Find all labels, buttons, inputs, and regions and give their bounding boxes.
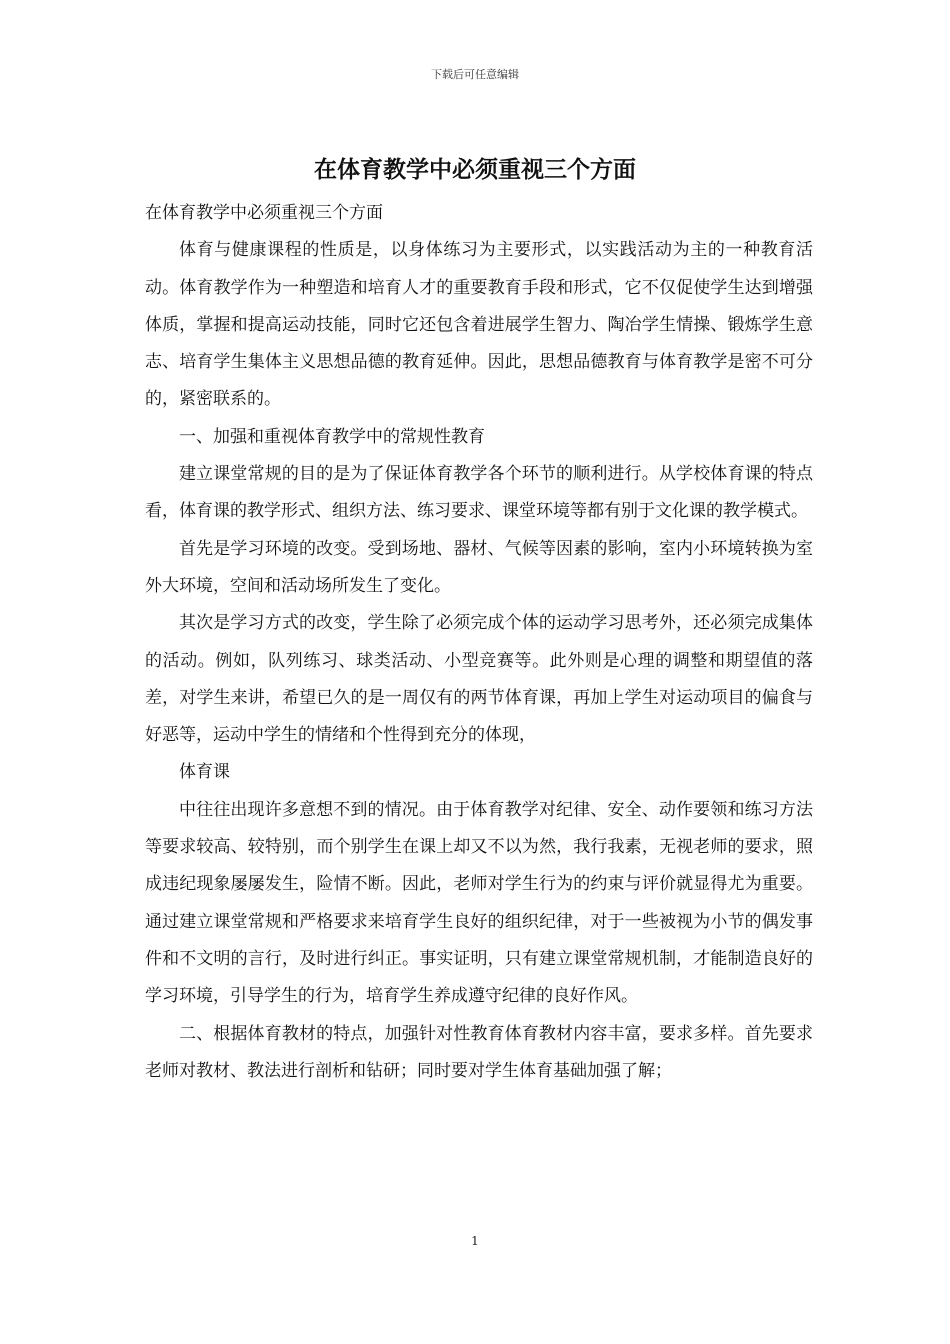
section-heading-1: 一、加强和重视体育教学中的常规性教育 bbox=[179, 426, 485, 447]
paragraph-3: 首先是学习环境的改变。受到场地、器材、气候等因素的影响，室内小环境转换为室外大环境，空间和活动场所发生了变化。 bbox=[145, 538, 813, 596]
page-number: 1 bbox=[471, 1234, 479, 1248]
document-title: 在体育教学中必须重视三个方面 bbox=[314, 156, 636, 183]
document-subtitle: 在体育教学中必须重视三个方面 bbox=[145, 203, 383, 223]
paragraph-4: 其次是学习方式的改变，学生除了必须完成个体的运动学习思考外，还必须完成集体的活动。例如，队列练习、球类活动、小型竞赛等。此外则是心理的调整和期望值的落差，对学生来讲，希望已久的是一周仅有的两节体育课，再加上学生对运动项目的偏食与好恶等，运动中学生的情绪和个性得到充分的体现， bbox=[145, 613, 813, 746]
document-body bbox=[145, 195, 813, 1090]
page-header-note: 下载后可任意编辑 bbox=[431, 68, 519, 81]
paragraph-2: 建立课堂常规的目的是为了保证体育教学各个环节的顺利进行。从学校体育课的特点看，体育课的教学形式、组织方法、练习要求、课堂环境等都有别于文化课的教学模式。 bbox=[145, 464, 813, 522]
section-heading-2: 二、根据体育教材的特点，加强针对性教育体育教材内容丰富，要求多样。首先要求老师对教材、教法进行剖析和钻研；同时要对学生体育基础加强了解； bbox=[145, 1023, 813, 1081]
paragraph-1: 体育与健康课程的性质是，以身体练习为主要形式，以实践活动为主的一种教育活动。体育教学作为一种塑造和培育人才的重要教育手段和形式，它不仅促使学生达到增强体质，掌握和提高运动技能，同时它还包含着进展学生智力、陶冶学生情操、锻炼学生意志、培育学生集体主义思想品德的教育延伸。因此，思想品德教育与体育教学是密不可分的，紧密联系的。 bbox=[145, 240, 813, 410]
paragraph-5: 体育课 bbox=[179, 762, 230, 783]
paragraph-6: 中往往出现许多意想不到的情况。由于体育教学对纪律、安全、动作要领和练习方法等要求较高、较特别，而个别学生在课上却又不以为然，我行我素，无视老师的要求，照成违纪现象屡屡发生，险情不断。因此，老师对学生行为的约束与评价就显得尤为重要。通过建立课堂常规和严格要求来培育学生良好的组织纪律，对于一些被视为小节的偶发事件和不文明的言行，及时进行纠正。事实证明，只有建立课堂常规机制，才能制造良好的学习环境，引导学生的行为，培育学生养成遵守纪律的良好作风。 bbox=[145, 799, 813, 1007]
